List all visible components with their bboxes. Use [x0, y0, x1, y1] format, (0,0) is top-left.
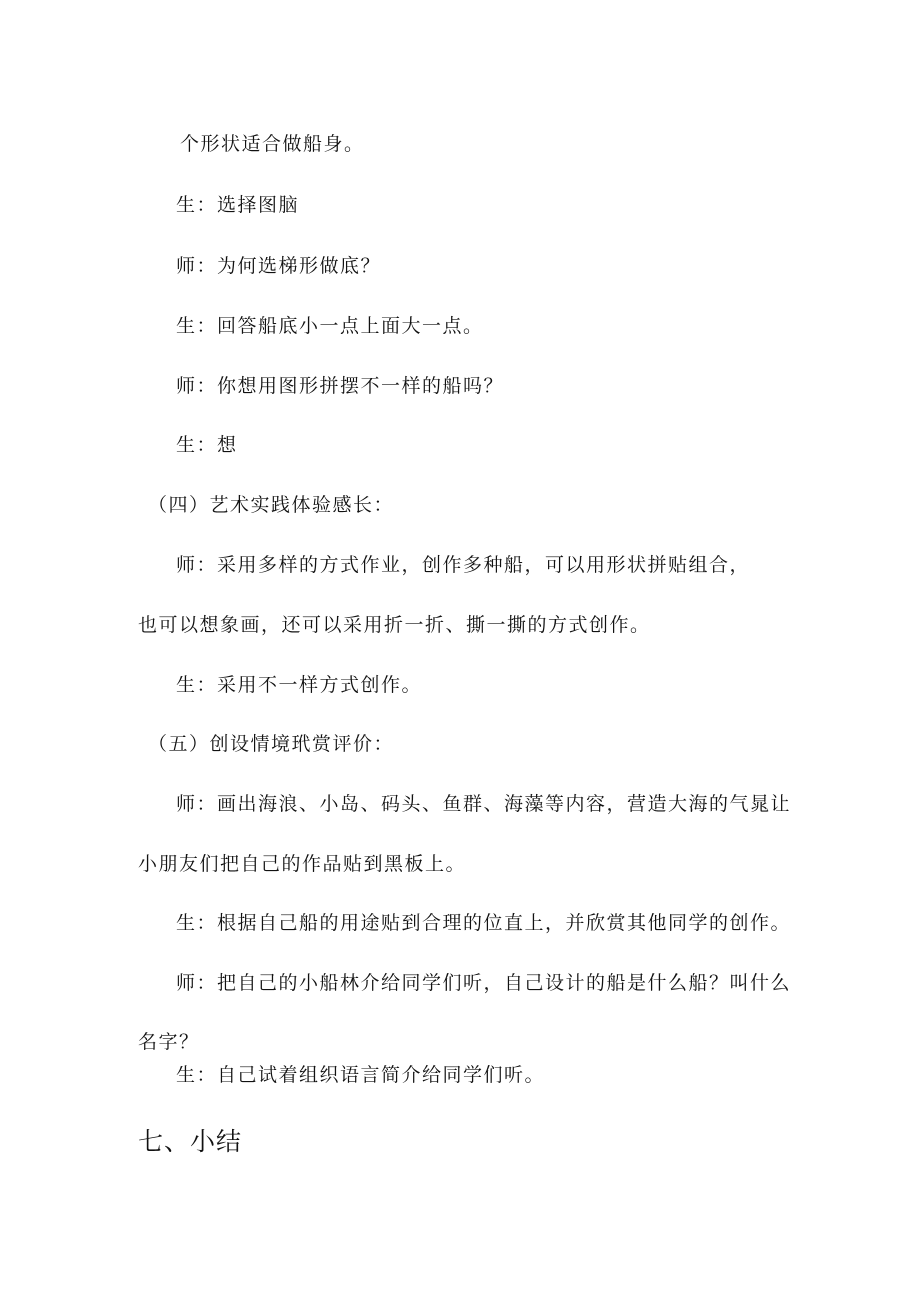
- text-line: 生：自己试着组织语言简介给同学们听。: [176, 1064, 546, 1086]
- text-line: 师：把自己的小船林介给同学们听，自己设计的船是什么船？叫什么: [176, 972, 792, 994]
- text-line: 小朋友们把自己的作品贴到黑板上。: [138, 853, 467, 875]
- text-line: 师：你想用图形拼摆不一样的船吗？: [176, 375, 505, 397]
- text-line: 生：根据自己船的用途贴到合理的位直上，并欣赏其他同学的创作。: [176, 912, 792, 934]
- section-heading: 七、小结: [138, 1127, 243, 1156]
- text-line: 生：想: [176, 434, 238, 456]
- text-line: 生：选择图脑: [176, 194, 300, 216]
- text-line: 师：为何选梯形做底？: [176, 255, 382, 277]
- text-line: 师：采用多样的方式作业，创作多种船，可以用形状拼贴组合，: [176, 554, 751, 576]
- text-line: 也可以想象画，还可以采用折一折、撕一撕的方式创作。: [138, 614, 651, 636]
- subsection-heading: （五）创设情境玳赏评价：: [148, 733, 395, 755]
- text-line: 师：画出海浪、小岛、码头、鱼群、海藻等内容，营造大海的气晁让: [176, 793, 792, 815]
- text-line: 生：采用不一样方式创作。: [176, 674, 423, 696]
- text-line: 名字？: [138, 1031, 200, 1053]
- text-line: 生：回答船底小一点上面大一点。: [176, 315, 484, 337]
- subsection-heading: （四）艺术实践体验感长：: [148, 494, 395, 516]
- text-line: 个形状适合做船身。: [180, 133, 365, 155]
